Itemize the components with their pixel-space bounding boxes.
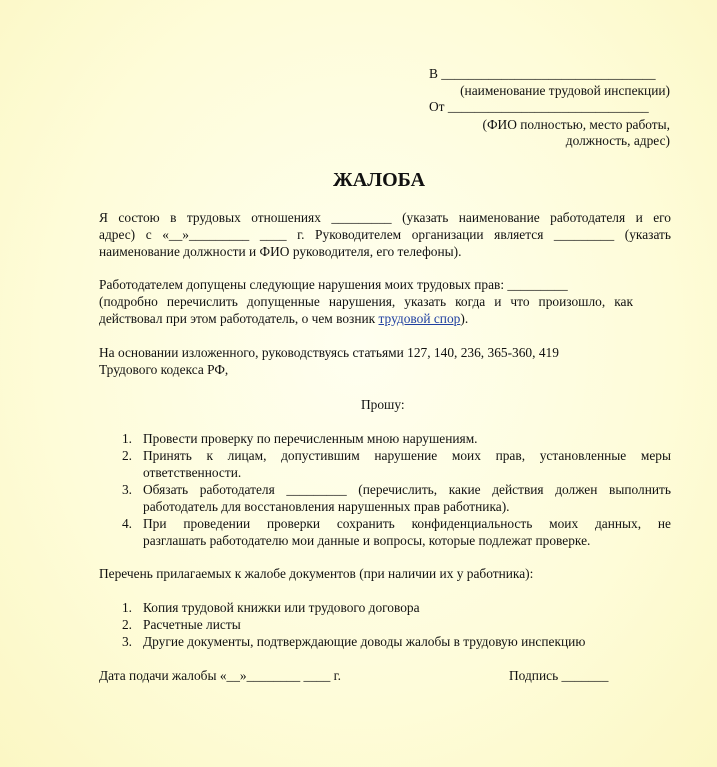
p2-line3	[99, 311, 468, 327]
list-number: 2.	[121, 617, 132, 632]
attachments-intro: Перечень прилагаемых к жалобе документов (при наличии их у работника):	[99, 566, 534, 581]
list-number: 2.	[121, 448, 132, 463]
p2-line3-pre: действовал при этом работодатель, о чем возник	[99, 311, 379, 326]
list-text: Расчетные листы	[143, 617, 241, 632]
p3-line2: Трудового кодекса РФ,	[99, 362, 229, 377]
labor-dispute-link[interactable]: трудовой спор	[378, 311, 461, 326]
list-text: Провести проверку по перечисленным мною нарушениям.	[143, 431, 478, 446]
from-hint-2: должность, адрес)	[565, 133, 670, 148]
submission-date: Дата подачи жалобы «__»________ ____ г.	[99, 668, 341, 683]
p1-line1: Я состою в трудовых отношениях _________ (указать наименование работодателя и его	[99, 210, 671, 225]
document-title: ЖАЛОБА	[333, 169, 426, 191]
list-number: 1.	[121, 600, 132, 615]
p3-line1: На основании изложенного, руководствуясь статьями 127, 140, 236, 365-360, 419	[99, 345, 559, 360]
list-text: разглашать работодателю мои данные и вопросы, которые подлежат проверке.	[143, 533, 591, 548]
list-number: 1.	[121, 431, 132, 446]
list-number: 3.	[121, 634, 132, 649]
p2-line1: Работодателем допущены следующие нарушения моих трудовых прав: _________	[99, 277, 568, 292]
to-hint: (наименование трудовой инспекции)	[460, 83, 670, 98]
request-heading: Прошу:	[361, 397, 405, 412]
from-hint-1: (ФИО полностью, место работы,	[482, 117, 670, 132]
list-text: работодатель для восстановления нарушенных прав работника).	[143, 499, 510, 514]
list-number: 3.	[121, 482, 132, 497]
list-text: Другие документы, подтверждающие доводы жалобы в трудовую инспекцию	[143, 634, 586, 649]
list-text: ответственности.	[143, 465, 242, 480]
list-text: Обязать работодателя _________ (перечислить, какие действия должен выполнить	[143, 482, 671, 497]
p1-line2: адрес) с «__»_________ ____ г. Руководителем организации является _________ (указать	[99, 227, 671, 242]
signature-field: Подпись _______	[509, 668, 609, 683]
p1-line3: наименование должности и ФИО руководителя, его телефоны).	[99, 244, 462, 259]
list-text: Копия трудовой книжки или трудового договора	[143, 600, 420, 615]
list-text: При проведении проверки сохранить конфиденциальность моих данных, не	[143, 516, 671, 531]
p2-line2: (подробно перечислить допущенные нарушения, указать когда и что произошло, как	[99, 294, 633, 309]
list-number: 4.	[121, 516, 132, 531]
list-text: Принять к лицам, допустившим нарушение моих прав, установленные меры	[143, 448, 671, 463]
p2-line3-post: ).	[460, 311, 469, 326]
from-line: От ______________________________	[429, 99, 649, 114]
to-line: В ________________________________	[429, 66, 656, 81]
